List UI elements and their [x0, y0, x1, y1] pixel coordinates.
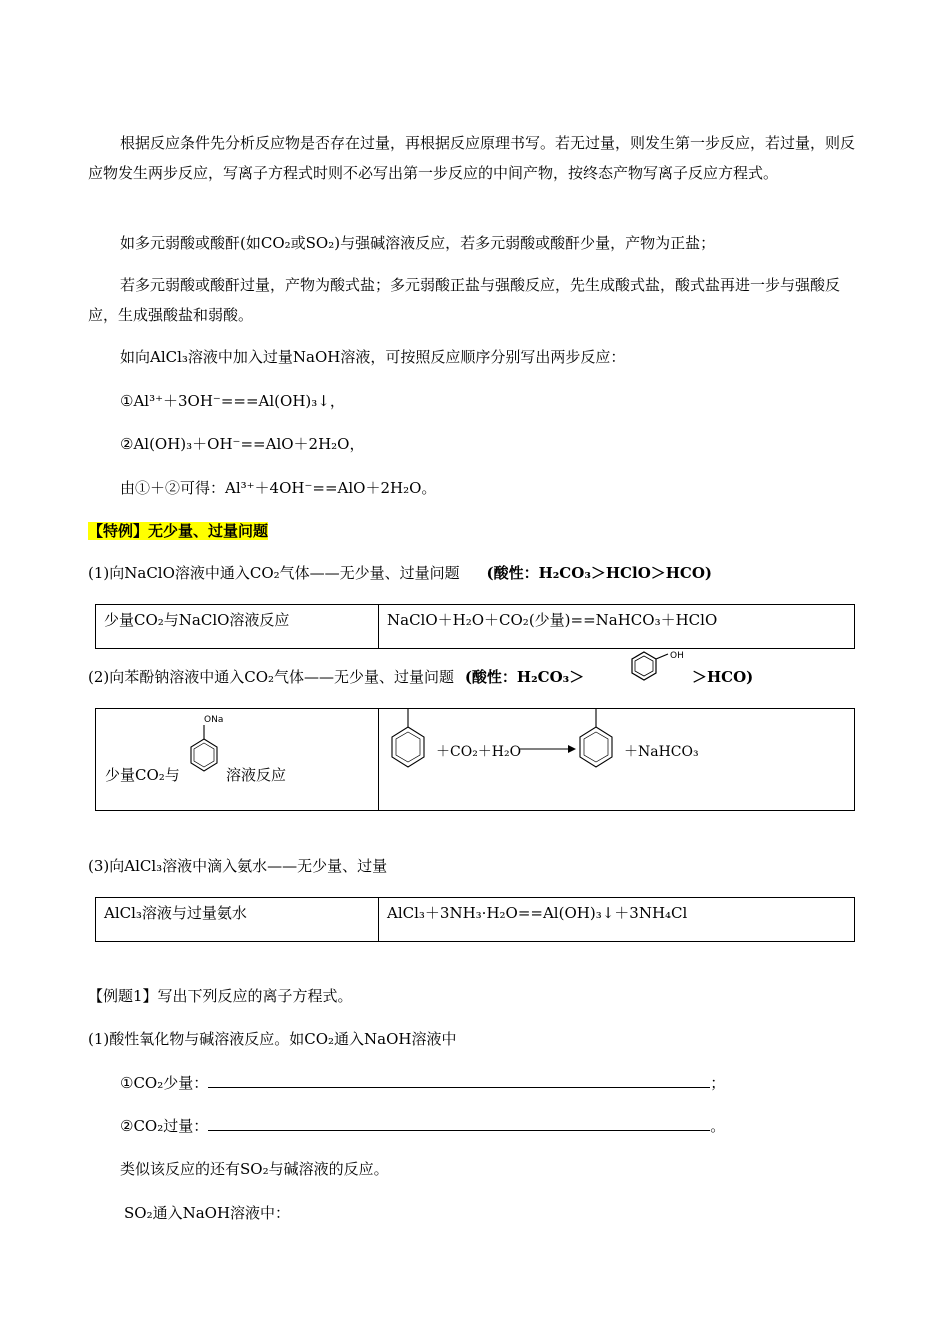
product-phenol-icon	[574, 709, 626, 781]
phenoxide-ona-label: ONa	[204, 715, 224, 725]
intro-paragraph-2: 如多元弱酸或酸酐(如CO₂或SO₂)与强碱溶液反应，若多元弱酸或酸酐少量，产物为正盐；	[120, 234, 716, 252]
answer-line-co2-excess	[120, 1115, 725, 1137]
case-1-table	[95, 604, 855, 649]
phenol-oh-label: OH	[670, 651, 684, 661]
answer-blank-co2-small[interactable]	[208, 1073, 710, 1088]
reactant-phenoxide-icon	[386, 709, 438, 781]
case-1-left-cell: 少量CO₂与NaClO溶液反应	[96, 605, 379, 649]
example-question-2: SO₂通入NaOH溶液中：	[124, 1204, 291, 1222]
example-note: 类似该反应的还有SO₂与碱溶液的反应。	[120, 1160, 389, 1178]
example-question-1: (1)酸性氧化物与碱溶液反应。如CO₂通入NaOH溶液中	[88, 1030, 457, 1048]
case-2-product: ＋NaHCO₃	[624, 744, 699, 760]
intro-paragraph-4: 如向AlCl₃溶液中加入过量NaOH溶液，可按照反应顺序分别写出两步反应：	[120, 348, 626, 366]
equation-2: ②Al(OH)₃＋OH⁻==AlO＋2H₂O，	[120, 435, 365, 453]
case-3-table	[95, 897, 855, 942]
case-1-title-text: (1)向NaClO溶液中通入CO₂气体——无少量、过量问题	[88, 564, 460, 582]
special-case-heading	[88, 520, 268, 542]
case-2-acidity-suffix: ＞HCO)	[692, 668, 754, 686]
case-2-left-prefix: 少量CO₂与	[105, 766, 180, 784]
sodium-phenoxide-structure-icon	[186, 711, 226, 779]
reaction-arrow-icon	[520, 743, 576, 755]
case-2-acidity-prefix: (酸性：H₂CO₃＞	[464, 668, 585, 686]
answer-end-co2-small: ；	[710, 1074, 726, 1092]
answer-end-co2-excess: 。	[710, 1117, 726, 1135]
case-2-cell-divider	[378, 709, 379, 810]
case-3-title: (3)向AlCl₃溶液中滴入氨水——无少量、过量	[88, 857, 388, 875]
case-2-table	[95, 708, 855, 811]
equation-combined: 由①＋②可得：Al³⁺＋4OH⁻==AlO＋2H₂O。	[120, 479, 437, 497]
case-1-right-cell: NaClO＋H₂O＋CO₂(少量)==NaHCO₃＋HClO	[379, 605, 855, 649]
answer-line-co2-small	[120, 1072, 725, 1094]
case-2-title	[88, 666, 584, 688]
answer-label-co2-small: ①CO₂少量：	[120, 1074, 209, 1092]
case-3-left-cell: AlCl₃溶液与过量氨水	[96, 898, 379, 942]
answer-blank-co2-excess[interactable]	[208, 1116, 710, 1131]
intro-paragraph-1: 根据反应条件先分析反应物是否存在过量，再根据反应原理书写。若无过量，则发生第一步反应，若过量，则反应物发生两步反应，写离子方程式时则不必写出第一步反应的中间产物，按终态产物写离子反应方程式。	[88, 134, 856, 182]
answer-label-co2-excess: ②CO₂过量：	[120, 1117, 209, 1135]
case-1-acidity: (酸性：H₂CO₃＞HClO＞HCO)	[486, 564, 713, 582]
intro-paragraph-3: 若多元弱酸或酸酐过量，产物为酸式盐；多元弱酸正盐与强酸反应，先生成酸式盐，酸式盐再进一步与强酸反应，生成强酸盐和弱酸。	[88, 276, 841, 324]
equation-1: ①Al³⁺＋3OH⁻===Al(OH)₃↓，	[120, 392, 345, 410]
case-2-title-text: (2)向苯酚钠溶液中通入CO₂气体——无少量、过量问题	[88, 668, 455, 686]
phenol-structure-icon	[622, 648, 694, 688]
case-2-reagents: ＋CO₂＋H₂O	[436, 744, 522, 760]
special-case-heading-text: 【特例】无少量、过量问题	[88, 522, 269, 540]
case-2-left-suffix: 溶液反应	[226, 766, 287, 784]
case-3-right-cell: AlCl₃＋3NH₃·H₂O==Al(OH)₃↓＋3NH₄Cl	[379, 898, 855, 942]
example-heading: 【例题1】写出下列反应的离子方程式。	[88, 987, 353, 1005]
case-1-title	[88, 562, 712, 584]
